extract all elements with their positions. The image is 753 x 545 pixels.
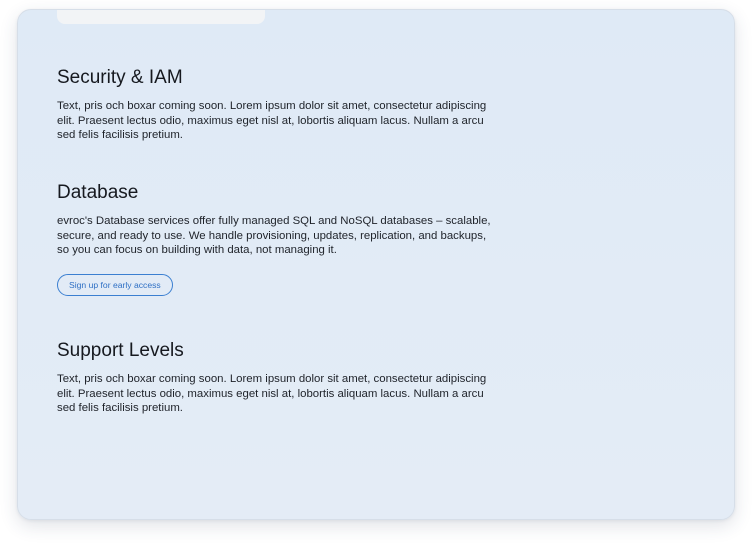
section-support-levels: [57, 339, 497, 416]
section-title: Support Levels: [57, 340, 184, 361]
section-title: Database: [57, 182, 139, 203]
section-body: Text, pris och boxar coming soon. Lorem ipsum dolor sit amet, consectetur adipiscing elit. Praesent lectus odio, maximus eget nisl at, lobortis aliquam lacus. Nullam a arcu sed felis facilisis pretium.: [57, 100, 487, 141]
early-access-button[interactable]: Sign up for early access: [57, 274, 173, 296]
section-security-iam: [57, 66, 497, 143]
section-database: [57, 181, 497, 296]
section-body: Text, pris och boxar coming soon. Lorem ipsum dolor sit amet, consectetur adipiscing elit. Praesent lectus odio, maximus eget nisl at, lobortis aliquam lacus. Nullam a arcu sed felis facilisis pretium.: [57, 373, 487, 414]
content-card: [17, 9, 735, 520]
top-tab-stub: [57, 9, 265, 24]
section-title: Security & IAM: [57, 67, 183, 88]
section-body: evroc's Database services offer fully managed SQL and NoSQL databases – scalable, secure, and ready to use. We handle provisioning, updates, replication, and backups, so you can focus on building with data, not managing it.: [57, 215, 491, 256]
